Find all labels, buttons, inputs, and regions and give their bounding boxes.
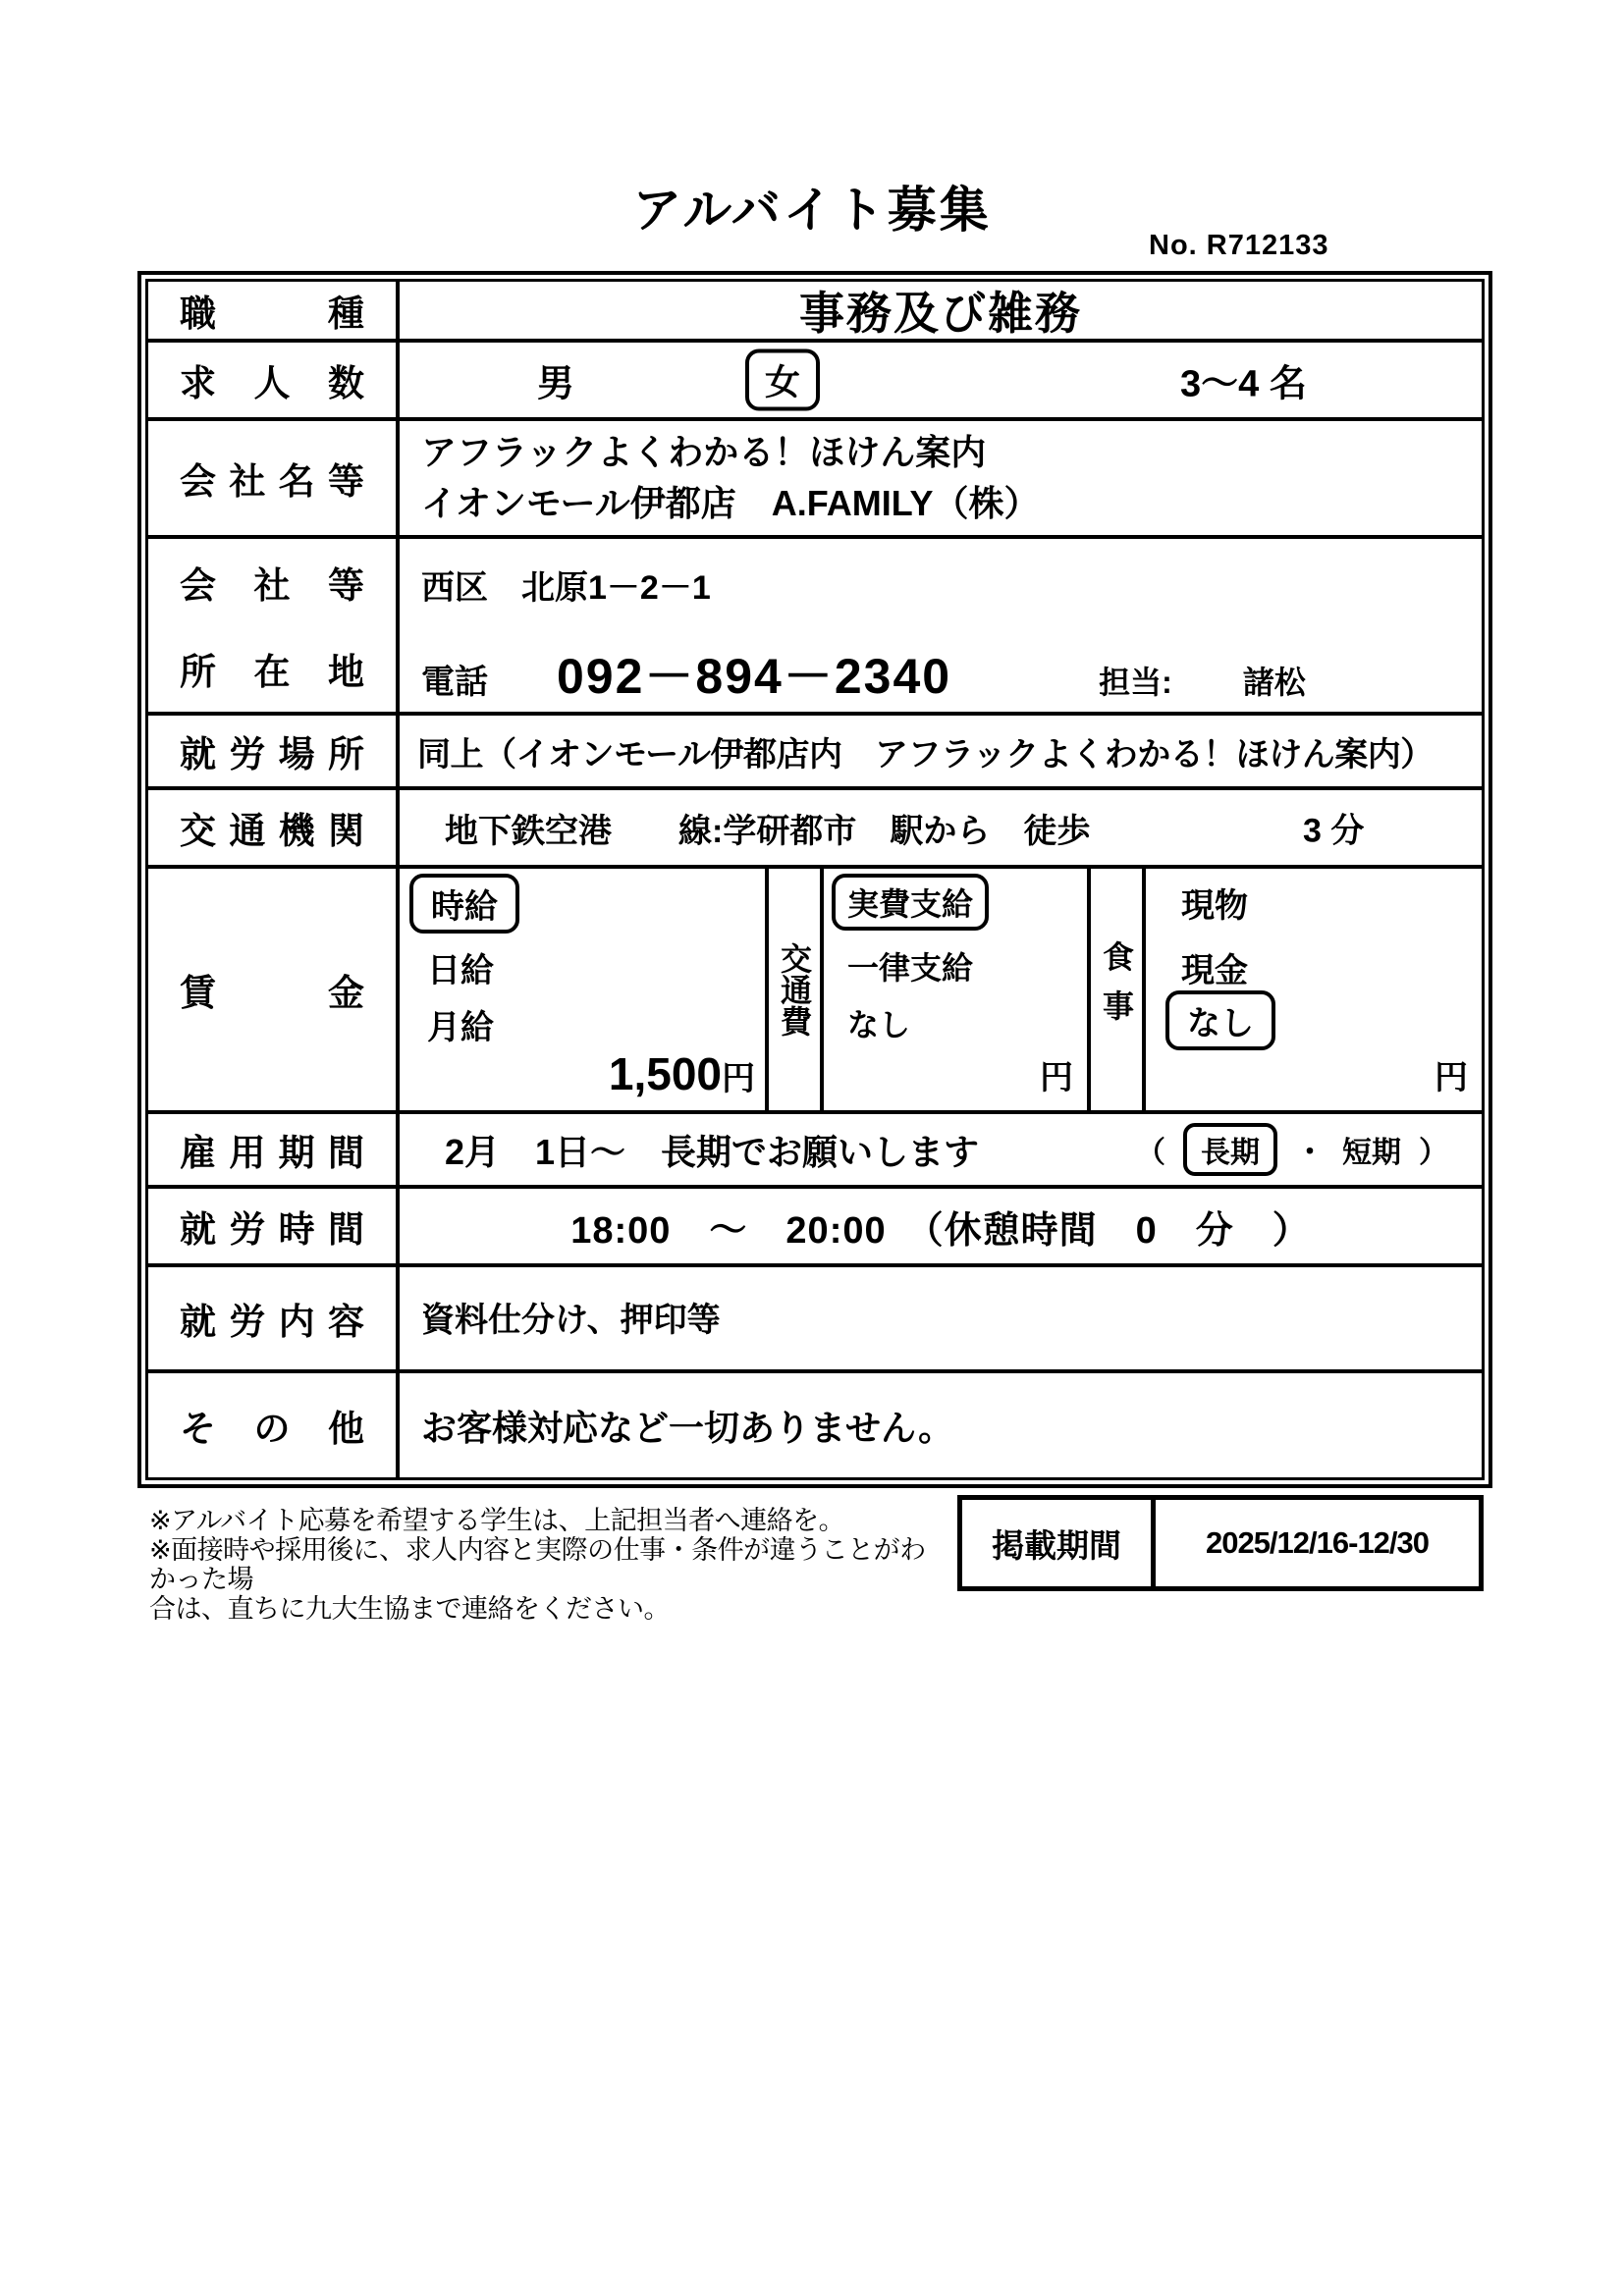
footer-note-line1: ※アルバイト応募を希望する学生は、上記担当者へ連絡を。 [149,1506,845,1535]
transport-fee-header: 交通費 [777,942,812,1037]
row-label-cell [148,869,400,1110]
transport-fee-none: なし [847,1007,911,1042]
footer-note-line2: ※面接時や採用後に、求人内容と実際の仕事・条件が違うことがわかった場 [149,1535,926,1594]
row-label: 就 労 時 間 [180,1209,364,1250]
gender-male: 男 [537,363,575,405]
meal-header-cell [1091,869,1146,1110]
row-label: そ の 他 [180,1409,364,1449]
company-address: 西区 北原1－2－1 [421,569,711,607]
row-label: 会 社 名 等 [180,461,364,502]
table-row-openings [148,343,1482,421]
job-form-table [137,271,1492,1488]
meal-header: 食事 [1099,940,1134,1039]
wage-type-monthly: 月給 [427,1009,494,1046]
publication-period-value: 2025/12/16-12/30 [1205,1525,1430,1560]
contact-person-name: 諸松 [1242,665,1306,700]
phone-line [421,637,1306,708]
gender-female-circled-mark: 女 [745,349,820,411]
row-label: 就 労 場 所 [180,734,364,774]
table-row-company-name [148,421,1482,539]
row-label-cell [148,421,400,535]
wage-value-cell [400,869,1482,1110]
wage-amount [609,1047,755,1100]
work-description-value: 資料仕分け、押印等 [421,1302,721,1339]
row-label-cell [148,1114,400,1185]
row-label-line2: 所 在 地 [180,652,364,692]
footer-note [149,1506,947,1624]
table-row-work-description [148,1267,1482,1373]
page-title: アルバイト募集 [632,183,992,238]
row-label-cell [148,1267,400,1369]
row-label: 職 種 [180,294,364,334]
contact-person-label: 担当: [1099,665,1172,700]
table-row-work-place [148,716,1482,790]
walk-minutes: 3 分 [1303,812,1365,850]
row-label-cell [148,716,400,786]
wage-type-cell [400,869,769,1110]
row-label-cell [148,282,400,339]
work-hours-value: 18:00 ～ 20:00 （休憩時間 0 分 ） [570,1209,1311,1252]
long-term-circled-mark: 長期 [1183,1123,1277,1176]
meal-cell [1146,869,1482,1110]
wage-amount-number: 1,500 [608,1048,722,1099]
row-label-cell [148,1373,400,1477]
employment-period-value-cell [400,1114,1482,1185]
short-term-option: 短期 [1342,1137,1401,1169]
table-row-work-hours [148,1189,1482,1267]
wage-amount-unit: 円 [722,1060,755,1097]
footer-note-line3: 合は、直ちに九大生協まで連絡をください。 [149,1594,670,1624]
table-row-other [148,1373,1482,1477]
job-form-table-inner [145,279,1485,1480]
job-type-value: 事務及び雑務 [799,288,1082,339]
table-row-company-address [148,539,1482,716]
transportation-route: 地下鉄空港 線:学研都市 駅から 徒歩 [445,812,1091,850]
table-row-transportation [148,790,1482,869]
phone-number: 092－894－2340 [557,649,952,704]
paren-open: （ [1136,1137,1165,1169]
transport-fee-cell [824,869,1091,1110]
row-label: 就 労 内 容 [180,1302,364,1342]
meal-unit: 円 [1435,1059,1468,1096]
employment-period-choice [1136,1123,1448,1176]
openings-count: 3～4 名 [1180,363,1307,405]
transport-fee-header-cell [769,869,824,1110]
row-label-cell [148,343,400,417]
meal-in-kind: 現物 [1181,887,1248,925]
transport-fee-actual-circled-mark: 実費支給 [832,874,989,931]
employment-period-text: 2月 1日～ 長期でお願いします [445,1131,980,1172]
phone-label: 電話 [421,664,488,701]
row-label: 交 通 機 関 [180,811,364,851]
transportation-value-cell [400,790,1482,865]
transport-fee-unit: 円 [1040,1059,1073,1096]
company-name-value-cell [400,421,1482,535]
table-row-job-type [148,282,1482,343]
table-row-wage [148,869,1482,1114]
publication-period-label: 掲載期間 [962,1500,1156,1586]
wage-type-hourly-circled-mark: 時給 [409,874,519,934]
job-type-value-cell [400,282,1482,339]
row-label-line1: 会 社 等 [180,565,364,606]
openings-value-cell [400,343,1482,417]
company-name-line2: イオンモール伊都店 A.FAMILY（株） [421,483,1040,523]
table-row-employment-period [148,1114,1482,1189]
company-name-line1: アフラックよくわかる！ほけん案内 [421,432,987,472]
other-value: お客様対応など一切ありません。 [421,1407,954,1448]
row-label-cell [148,539,400,712]
row-label-cell [148,1189,400,1263]
row-label: 雇 用 期 間 [180,1133,364,1173]
publication-period-box [957,1495,1484,1591]
meal-cash: 現金 [1181,952,1248,989]
work-place-value: 同上（イオンモール伊都店内 アフラックよくわかる！ほけん案内） [417,735,1434,774]
row-label-cell [148,790,400,865]
paren-close: ） [1419,1137,1448,1169]
transport-fee-flat: 一律支給 [847,950,974,986]
doc-number: No. R712133 [1149,230,1329,261]
work-hours-value-cell [400,1189,1482,1263]
meal-none-circled-mark: なし [1165,990,1275,1050]
row-label: 賃 金 [180,973,364,1013]
choice-separator: ・ [1295,1137,1325,1169]
wage-type-daily: 日給 [427,952,494,989]
company-address-value-cell [400,539,1482,712]
row-label: 求 人 数 [180,363,364,403]
